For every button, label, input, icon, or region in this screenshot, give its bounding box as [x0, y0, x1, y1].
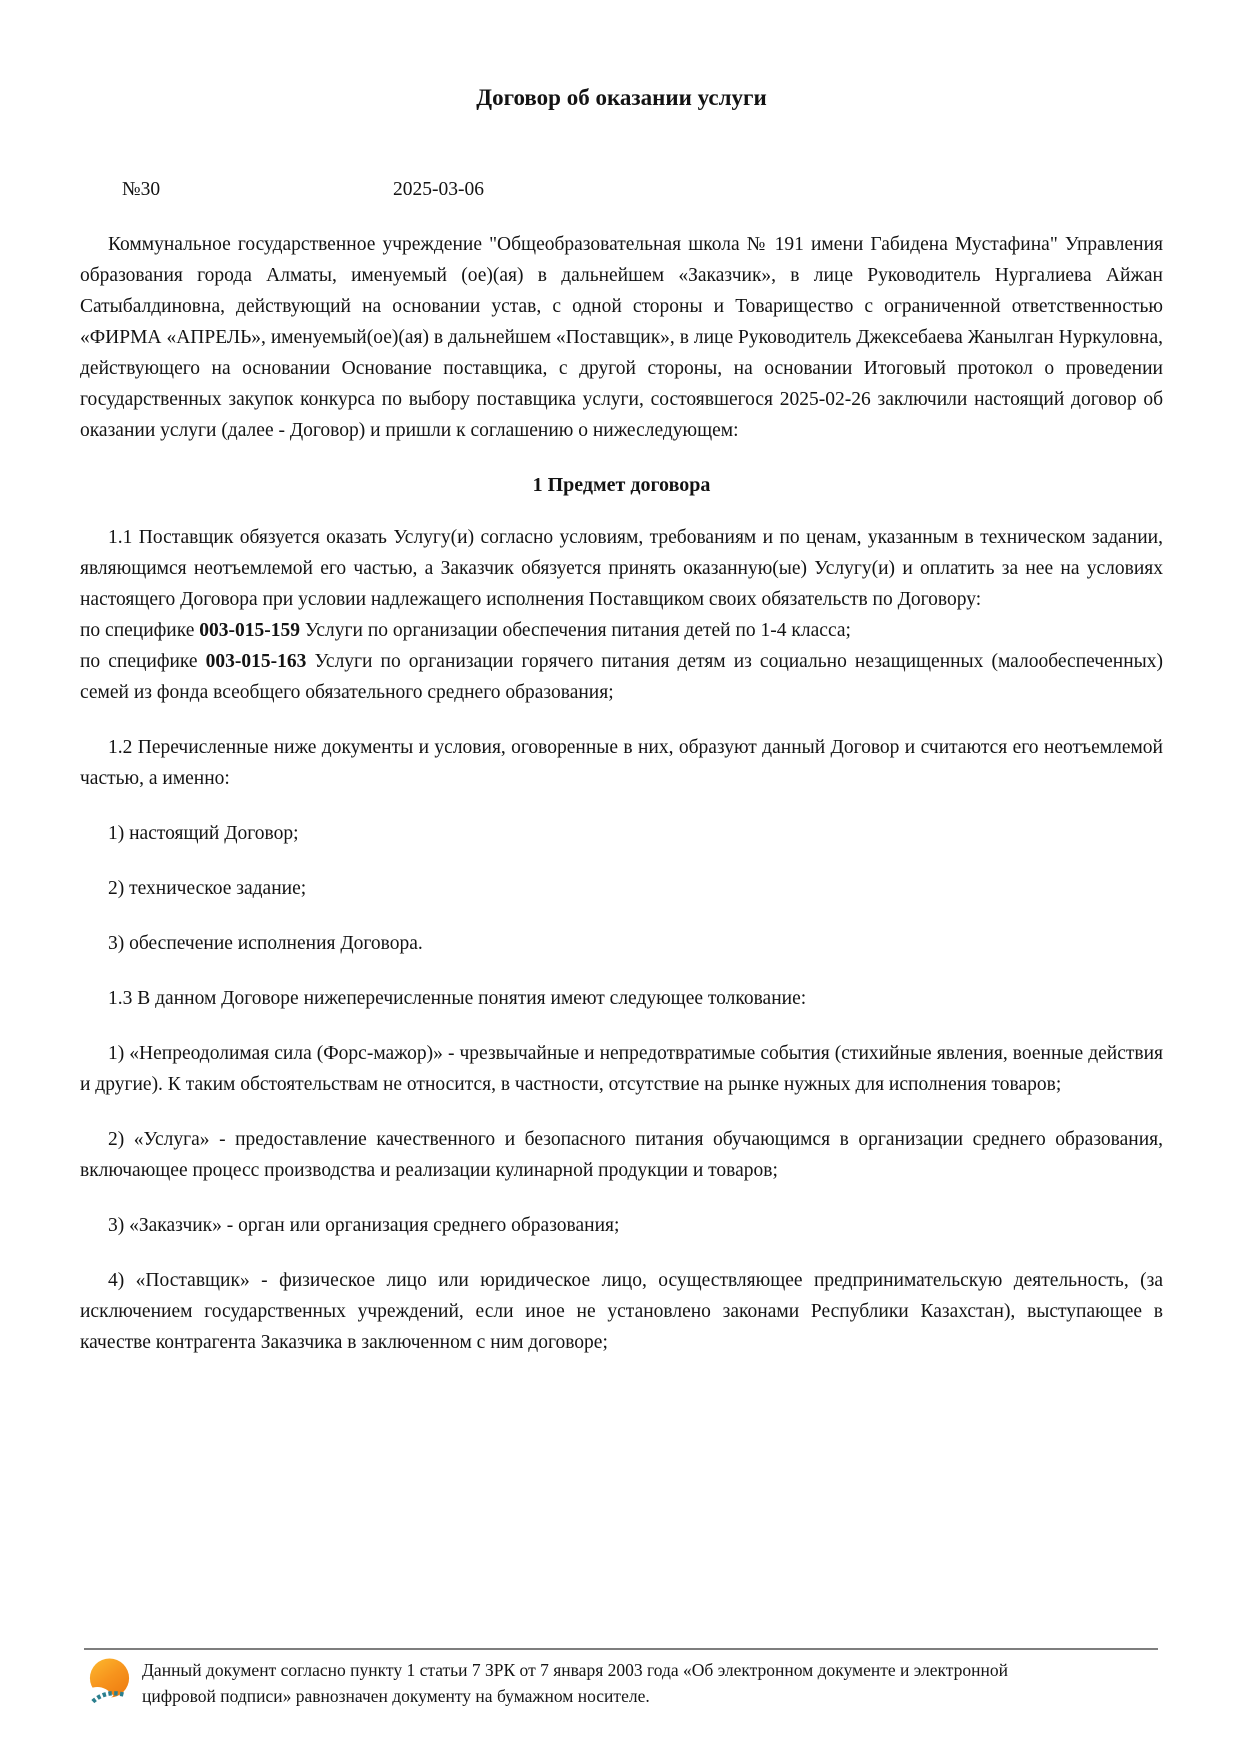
document-date: 2025-03-06 — [392, 179, 484, 200]
documents-list-item-2: 2) техническое задание; — [108, 878, 307, 899]
documents-list-item-1: 1) настоящий Договор; — [108, 823, 299, 844]
spec-line-2 — [80, 646, 1163, 708]
definition-item-1: 1) «Непреодолимая сила (Форс-мажор)» - чрезвычайные и непредотвратимые события (стихийные явления, военные действия и другие). К таким обстоятельствам не относится, в частности, отсутствие на рынке нужных для исполнения товаров; — [80, 1043, 1163, 1095]
clause-1-3-text: 1.3 В данном Договоре нижеперечисленные понятия имеют следующее толкование: — [108, 988, 807, 1009]
footer-note: Данный документ согласно пункту 1 статьи 7 ЗРК от 7 января 2003 года «Об электронном документе и электронной цифровой подписи» равнозначен документу на бумажном носителе. — [142, 1660, 1008, 1706]
clause-1-1-text: 1.1 Поставщик обязуется оказать Услугу(и) согласно условиям, требованиям и по ценам, указанным в техническом задании, являющимся неотъемлемой его частью, а Заказчик обязуется принять оказанную(ые) Услугу(и) и оплатить за нее на условиях настоящего Договора при условии надлежащего исполнения Поставщиком своих обязательств по Договору: — [80, 527, 1163, 610]
preamble-paragraph: Коммунальное государственное учреждение "Общеобразовательная школа № 191 имени Габидена Мустафина" Управления образования города Алматы, именуемый (ое)(ая) в дальнейшем «Заказчик», в лице Руководитель Нургалиева Айжан Сатыбалдиновна, действующий на основании устав, с одной стороны и Товарищество с ограниченной ответственностью «ФИРМА «АПРЕЛЬ», именуемый(ое)(ая) в дальнейшем «Поставщик», в лице Руководитель Джексебаева Жанылган Нуркуловна, действующего на основании Основание поставщика, с другой стороны, на основании Итоговый протокол о проведении государственных закупок конкурса по выбору поставщика услуги, состоявшегося 2025-02-26 заключили настоящий договор об оказании услуги (далее - Договор) и пришли к соглашению о нижеследующем: — [80, 234, 1163, 441]
document-title: Договор об оказании услуги — [476, 85, 767, 110]
spec-2-prefix: по специфике — [80, 651, 206, 672]
e-signature-footer — [84, 1648, 1158, 1709]
clause-1-1-block — [80, 522, 1163, 708]
definition-item-2: 2) «Услуга» - предоставление качественного и безопасного питания обучающимся в организации среднего образования, включающее процесс производства и реализации кулинарной продукции и товаров; — [80, 1129, 1163, 1181]
document-meta-row — [80, 174, 1163, 205]
definition-item-4: 4) «Поставщик» - физическое лицо или юридическое лицо, осуществляющее предпринимательскую деятельность, (за исключением государственных учреждений, если иное не установлено законами Республики Казахстан), выступающее в качестве контрагента Заказчика в заключенном с ним договоре; — [80, 1270, 1163, 1353]
definition-item-3: 3) «Заказчик» - орган или организация среднего образования; — [108, 1215, 620, 1236]
spec-1-prefix: по специфике — [80, 620, 200, 641]
document-number: №30 — [122, 179, 161, 200]
clause-1-2-text: 1.2 Перечисленные ниже документы и условия, оговоренные в них, образуют данный Договор и считаются его неотъемлемой частью, а именно: — [80, 737, 1163, 789]
spec-1-description: Услуги по организации обеспечения питания детей по 1-4 класса; — [300, 620, 851, 641]
spec-2-code: 003-015-163 — [205, 651, 307, 672]
spec-2-description: Услуги по организации горячего питания детям из социально незащищенных (малообеспеченных) семей из фонда всеобщего обязательного среднего образования; — [80, 651, 1163, 703]
spec-line-1 — [80, 615, 1163, 646]
goszakup-logo-icon — [86, 1657, 133, 1705]
documents-list-item-3: 3) обеспечение исполнения Договора. — [108, 933, 423, 954]
section-1-heading: 1 Предмет договора — [532, 474, 711, 496]
spec-1-code: 003-015-159 — [199, 620, 301, 641]
